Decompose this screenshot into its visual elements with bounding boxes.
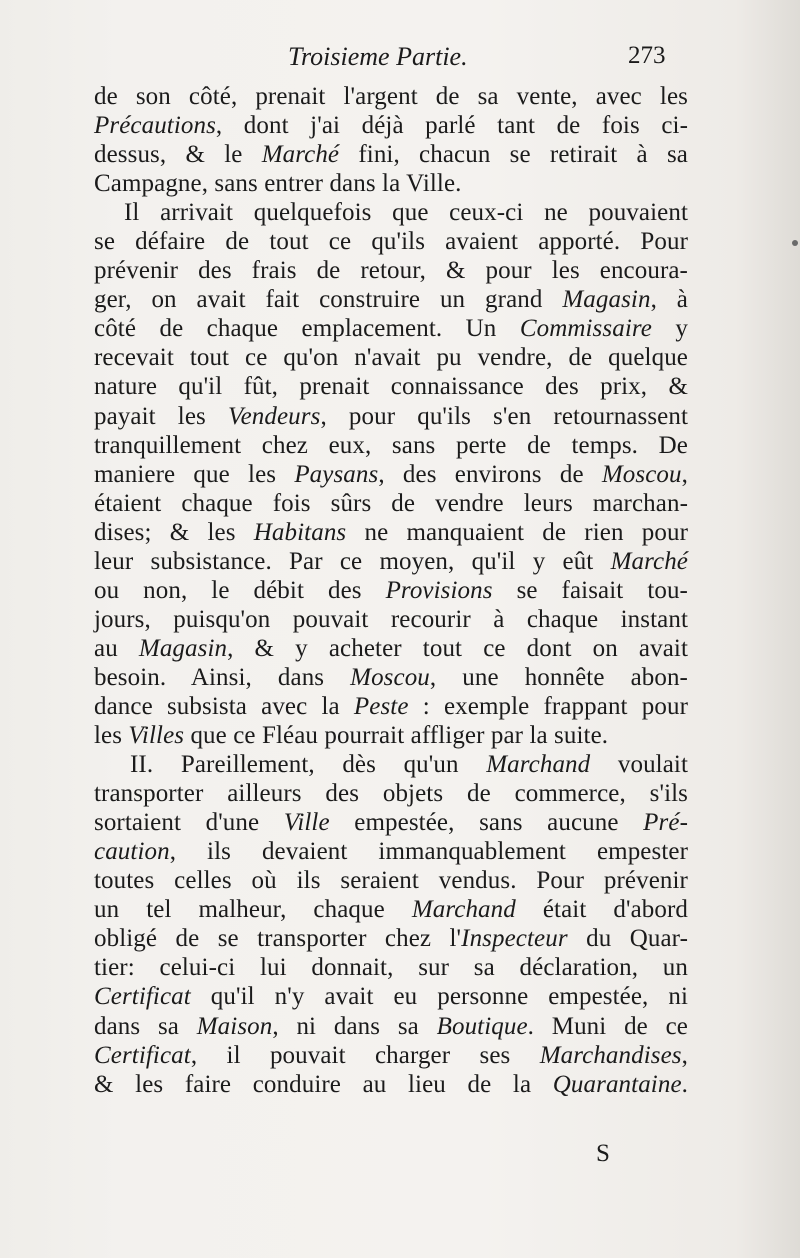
text-run: de son côté, prenait l'argent de sa vente, avec les — [94, 83, 688, 110]
text-run: un tel malheur, chaque — [94, 896, 412, 924]
italic-term: Certificat — [94, 983, 191, 1011]
text-line — [94, 982, 688, 1011]
text-run: ne manquaient de rien pour — [346, 518, 688, 546]
italic-term: Marché — [261, 141, 340, 169]
text-run: Campagne, sans entrer dans la Ville. — [94, 170, 462, 198]
italic-term: Certificat — [94, 1041, 191, 1069]
text-line — [94, 140, 688, 169]
text-run: , & y acheter tout ce dont on avait — [227, 634, 688, 662]
text-line — [94, 953, 688, 982]
page-edge-blemish — [792, 240, 798, 246]
text-run: les — [94, 722, 129, 750]
text-run: obligé de se transporter chez l' — [94, 925, 462, 953]
running-head-title: Troisieme Partie. — [288, 42, 468, 71]
text-run: dans sa — [94, 1012, 197, 1040]
text-line — [94, 866, 688, 895]
italic-term: Provisions — [385, 576, 493, 604]
text-run: dessus, & le — [94, 141, 262, 169]
text-run: toutes celles où ils seraient vendus. Pour prévenir — [94, 867, 688, 895]
text-run: voulait — [590, 751, 689, 779]
text-run: , il pouvait charger ses — [190, 1041, 540, 1069]
text-run: , une honnête abon- — [429, 663, 688, 691]
italic-term: Moscou — [601, 460, 682, 488]
italic-term: Moscou — [350, 663, 430, 691]
text-run: , ils devaient immanquablement empester — [169, 838, 688, 866]
text-line — [94, 779, 688, 808]
text-line — [94, 1012, 688, 1041]
text-line — [94, 489, 688, 518]
text-line — [94, 808, 688, 837]
text-run: étaient chaque fois sûrs de vendre leurs marchan- — [94, 489, 688, 517]
text-run: , — [681, 1041, 688, 1069]
text-run: fini, chacun se retirait à sa — [339, 141, 688, 169]
italic-term: Boutique — [436, 1012, 528, 1040]
text-run: dance subsista avec la — [94, 692, 354, 720]
text-run: dises; & les — [94, 518, 254, 546]
text-line — [94, 1041, 688, 1070]
text-line — [94, 663, 688, 692]
italic-term: Magasin — [562, 286, 651, 314]
text-line — [94, 692, 688, 721]
text-line — [94, 634, 688, 663]
text-run: se défaire de tout ce qu'ils avaient apporté. Pour — [94, 228, 688, 256]
italic-term: Marché — [610, 547, 688, 575]
text-line — [94, 372, 688, 401]
italic-term: Paysans — [294, 460, 379, 488]
text-run: du Quar- — [567, 925, 688, 953]
italic-term: Villes — [128, 722, 185, 750]
page-number: 273 — [628, 42, 666, 69]
text-run: , pour qu'ils s'en retournassent — [320, 402, 688, 430]
text-line — [94, 837, 688, 866]
italic-term: Précautions — [94, 112, 216, 140]
italic-term: Pré- — [643, 809, 688, 837]
text-run: nature qu'il fût, prenait connaissance des prix, & — [94, 373, 688, 401]
text-line — [94, 750, 688, 779]
text-line — [94, 169, 688, 198]
text-run: sortaient d'une — [94, 809, 284, 837]
italic-term: Marchand — [486, 751, 591, 779]
italic-term: Inspecteur — [461, 925, 568, 953]
text-line — [94, 518, 688, 547]
text-run: maniere que les — [94, 460, 295, 488]
text-line — [94, 605, 688, 634]
text-line — [94, 431, 688, 460]
text-run: , des environs de — [378, 460, 602, 488]
text-line — [94, 285, 688, 314]
text-run: jours, puisqu'on pouvait recourir à chaque instant — [94, 605, 688, 633]
text-run: tier: celui-ci lui donnait, sur sa déclaration, un — [94, 954, 688, 982]
body-text — [94, 82, 688, 1099]
text-run: , ni dans sa — [272, 1012, 437, 1040]
italic-term: Marchand — [411, 896, 516, 924]
text-run: était d'abord — [515, 896, 689, 924]
text-run: leur subsistance. Par ce moyen, qu'il y eût — [94, 547, 611, 575]
text-run: payait les — [94, 402, 228, 430]
text-run: . Muni de ce — [527, 1012, 689, 1040]
text-line — [94, 198, 688, 227]
text-run: , dont j'ai déjà parlé tant de fois ci- — [215, 112, 688, 140]
italic-term: Ville — [283, 809, 330, 837]
text-line — [94, 402, 688, 431]
text-run: côté de chaque emplacement. Un — [94, 315, 520, 343]
text-run: Il arrivait quelquefois que ceux-ci ne pouvaient — [124, 199, 688, 227]
text-run: se faisait tou- — [492, 576, 688, 604]
text-run: y — [651, 315, 688, 343]
text-run: que ce Fléau pourrait affliger par la suite. — [184, 722, 609, 750]
italic-term: Commissaire — [519, 315, 652, 343]
text-line — [94, 343, 688, 372]
text-line — [94, 1070, 688, 1099]
text-run: besoin. Ainsi, dans — [94, 663, 351, 691]
text-run: au — [94, 634, 139, 662]
text-run: , à — [650, 286, 688, 314]
catchword: S — [596, 1140, 610, 1167]
text-line — [94, 460, 688, 489]
italic-term: Habitans — [253, 518, 347, 546]
text-run: tranquillement chez eux, sans perte de temps. De — [94, 431, 688, 459]
italic-term: caution — [94, 838, 170, 866]
italic-term: Maison — [196, 1012, 273, 1040]
text-run: prévenir des frais de retour, & pour les encoura- — [94, 257, 688, 285]
italic-term: Vendeurs — [227, 402, 321, 430]
running-head — [0, 42, 800, 78]
text-line — [94, 924, 688, 953]
italic-term: Magasin — [138, 634, 228, 662]
text-run: transporter ailleurs des objets de commerce, s'ils — [94, 780, 688, 808]
text-line — [94, 82, 688, 111]
text-line — [94, 576, 688, 605]
text-run: : exemple frappant pour — [408, 692, 688, 720]
text-line — [94, 227, 688, 256]
text-line — [94, 256, 688, 285]
text-line — [94, 895, 688, 924]
text-run: empestée, sans aucune — [329, 809, 644, 837]
text-run: ger, on avait fait construire un grand — [94, 286, 563, 314]
text-run: ou non, le débit des — [94, 576, 386, 604]
text-run: & les faire conduire au lieu de la — [94, 1070, 553, 1098]
text-run: II. Pareillement, dès qu'un — [130, 751, 487, 779]
text-run: , — [681, 460, 688, 488]
italic-term: Peste — [353, 692, 409, 720]
text-run: qu'il n'y avait eu personne empestée, ni — [190, 983, 688, 1011]
text-line — [94, 547, 688, 576]
text-line — [94, 111, 688, 140]
text-line — [94, 314, 688, 343]
italic-term: Quarantaine — [552, 1070, 682, 1098]
text-run: recevait tout ce qu'on n'avait pu vendre, de quelque — [94, 344, 688, 372]
italic-term: Marchandises — [539, 1041, 682, 1069]
text-run: . — [681, 1070, 688, 1098]
text-line — [94, 721, 688, 750]
